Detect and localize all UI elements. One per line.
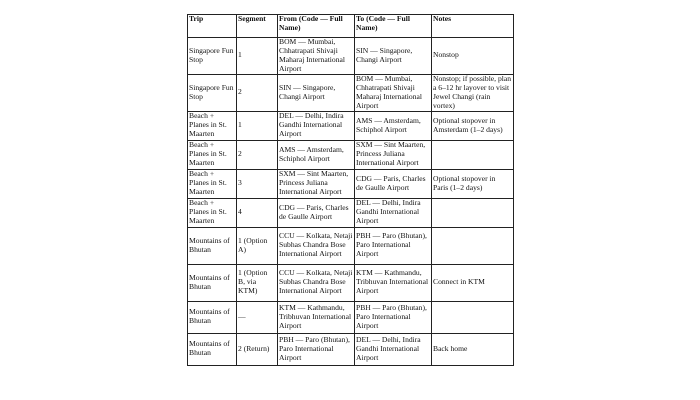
table-header bbox=[188, 15, 514, 38]
cell-to: BOM — Mumbai, Chhatrapati Shivaji Maharaj International Airport bbox=[355, 74, 432, 111]
cell-from: DEL — Delhi, Indira Gandhi International Airport bbox=[278, 111, 355, 140]
table-row bbox=[188, 301, 514, 333]
cell-trip: Beach + Planes in St. Maarten bbox=[188, 111, 237, 140]
cell-notes: Nonstop; if possible, plan a 6–12 hr layover to visit Jewel Changi (rain vortex) bbox=[432, 74, 514, 111]
cell-to: SXM — Sint Maarten, Princess Juliana International Airport bbox=[355, 140, 432, 169]
table-row bbox=[188, 140, 514, 169]
cell-notes bbox=[432, 198, 514, 227]
cell-from: SXM — Sint Maarten, Princess Juliana International Airport bbox=[278, 169, 355, 198]
cell-from: CCU — Kolkata, Netaji Subhas Chandra Bose International Airport bbox=[278, 227, 355, 264]
cell-segment: — bbox=[237, 301, 278, 333]
table-row bbox=[188, 169, 514, 198]
cell-segment: 1 bbox=[237, 111, 278, 140]
table-row bbox=[188, 111, 514, 140]
cell-notes: Connect in KTM bbox=[432, 264, 514, 301]
cell-notes: Optional stopover in Amsterdam (1–2 days) bbox=[432, 111, 514, 140]
table-row bbox=[188, 198, 514, 227]
table-row bbox=[188, 333, 514, 365]
cell-to: DEL — Delhi, Indira Gandhi International Airport bbox=[355, 333, 432, 365]
cell-trip: Mountains of Bhutan bbox=[188, 333, 237, 365]
cell-segment: 1 bbox=[237, 38, 278, 75]
cell-to: AMS — Amsterdam, Schiphol Airport bbox=[355, 111, 432, 140]
cell-from: AMS — Amsterdam, Schiphol Airport bbox=[278, 140, 355, 169]
header-from: From (Code — Full Name) bbox=[278, 15, 355, 38]
cell-segment: 2 bbox=[237, 140, 278, 169]
table-body bbox=[188, 38, 514, 366]
cell-segment: 1 (Option A) bbox=[237, 227, 278, 264]
cell-segment: 3 bbox=[237, 169, 278, 198]
cell-to: SIN — Singapore, Changi Airport bbox=[355, 38, 432, 75]
cell-segment: 4 bbox=[237, 198, 278, 227]
cell-from: CDG — Paris, Charles de Gaulle Airport bbox=[278, 198, 355, 227]
cell-trip: Mountains of Bhutan bbox=[188, 264, 237, 301]
cell-from: CCU — Kolkata, Netaji Subhas Chandra Bose International Airport bbox=[278, 264, 355, 301]
table-row bbox=[188, 227, 514, 264]
cell-from: BOM — Mumbai, Chhatrapati Shivaji Maharaj International Airport bbox=[278, 38, 355, 75]
table-row bbox=[188, 264, 514, 301]
cell-segment: 1 (Option B, via KTM) bbox=[237, 264, 278, 301]
cell-notes: Nonstop bbox=[432, 38, 514, 75]
itinerary-table bbox=[187, 14, 514, 366]
header-notes: Notes bbox=[432, 15, 514, 38]
cell-to: PBH — Paro (Bhutan), Paro International Airport bbox=[355, 227, 432, 264]
cell-notes: Back home bbox=[432, 333, 514, 365]
cell-trip: Mountains of Bhutan bbox=[188, 227, 237, 264]
header-segment: Segment bbox=[237, 15, 278, 38]
itinerary-table-container bbox=[187, 14, 513, 366]
cell-notes bbox=[432, 140, 514, 169]
cell-trip: Singapore Fun Stop bbox=[188, 38, 237, 75]
cell-segment: 2 (Return) bbox=[237, 333, 278, 365]
cell-from: SIN — Singapore, Changi Airport bbox=[278, 74, 355, 111]
cell-from: KTM — Kathmandu, Tribhuvan International Airport bbox=[278, 301, 355, 333]
table-row bbox=[188, 74, 514, 111]
cell-to: CDG — Paris, Charles de Gaulle Airport bbox=[355, 169, 432, 198]
cell-notes bbox=[432, 301, 514, 333]
cell-trip: Beach + Planes in St. Maarten bbox=[188, 140, 237, 169]
table-row bbox=[188, 38, 514, 75]
cell-notes: Optional stopover in Paris (1–2 days) bbox=[432, 169, 514, 198]
cell-to: PBH — Paro (Bhutan), Paro International Airport bbox=[355, 301, 432, 333]
cell-to: KTM — Kathmandu, Tribhuvan International Airport bbox=[355, 264, 432, 301]
cell-notes bbox=[432, 227, 514, 264]
cell-to: DEL — Delhi, Indira Gandhi International Airport bbox=[355, 198, 432, 227]
cell-segment: 2 bbox=[237, 74, 278, 111]
cell-trip: Beach + Planes in St. Maarten bbox=[188, 198, 237, 227]
header-to: To (Code — Full Name) bbox=[355, 15, 432, 38]
cell-from: PBH — Paro (Bhutan), Paro International Airport bbox=[278, 333, 355, 365]
cell-trip: Mountains of Bhutan bbox=[188, 301, 237, 333]
header-row bbox=[188, 15, 514, 38]
cell-trip: Singapore Fun Stop bbox=[188, 74, 237, 111]
cell-trip: Beach + Planes in St. Maarten bbox=[188, 169, 237, 198]
header-trip: Trip bbox=[188, 15, 237, 38]
